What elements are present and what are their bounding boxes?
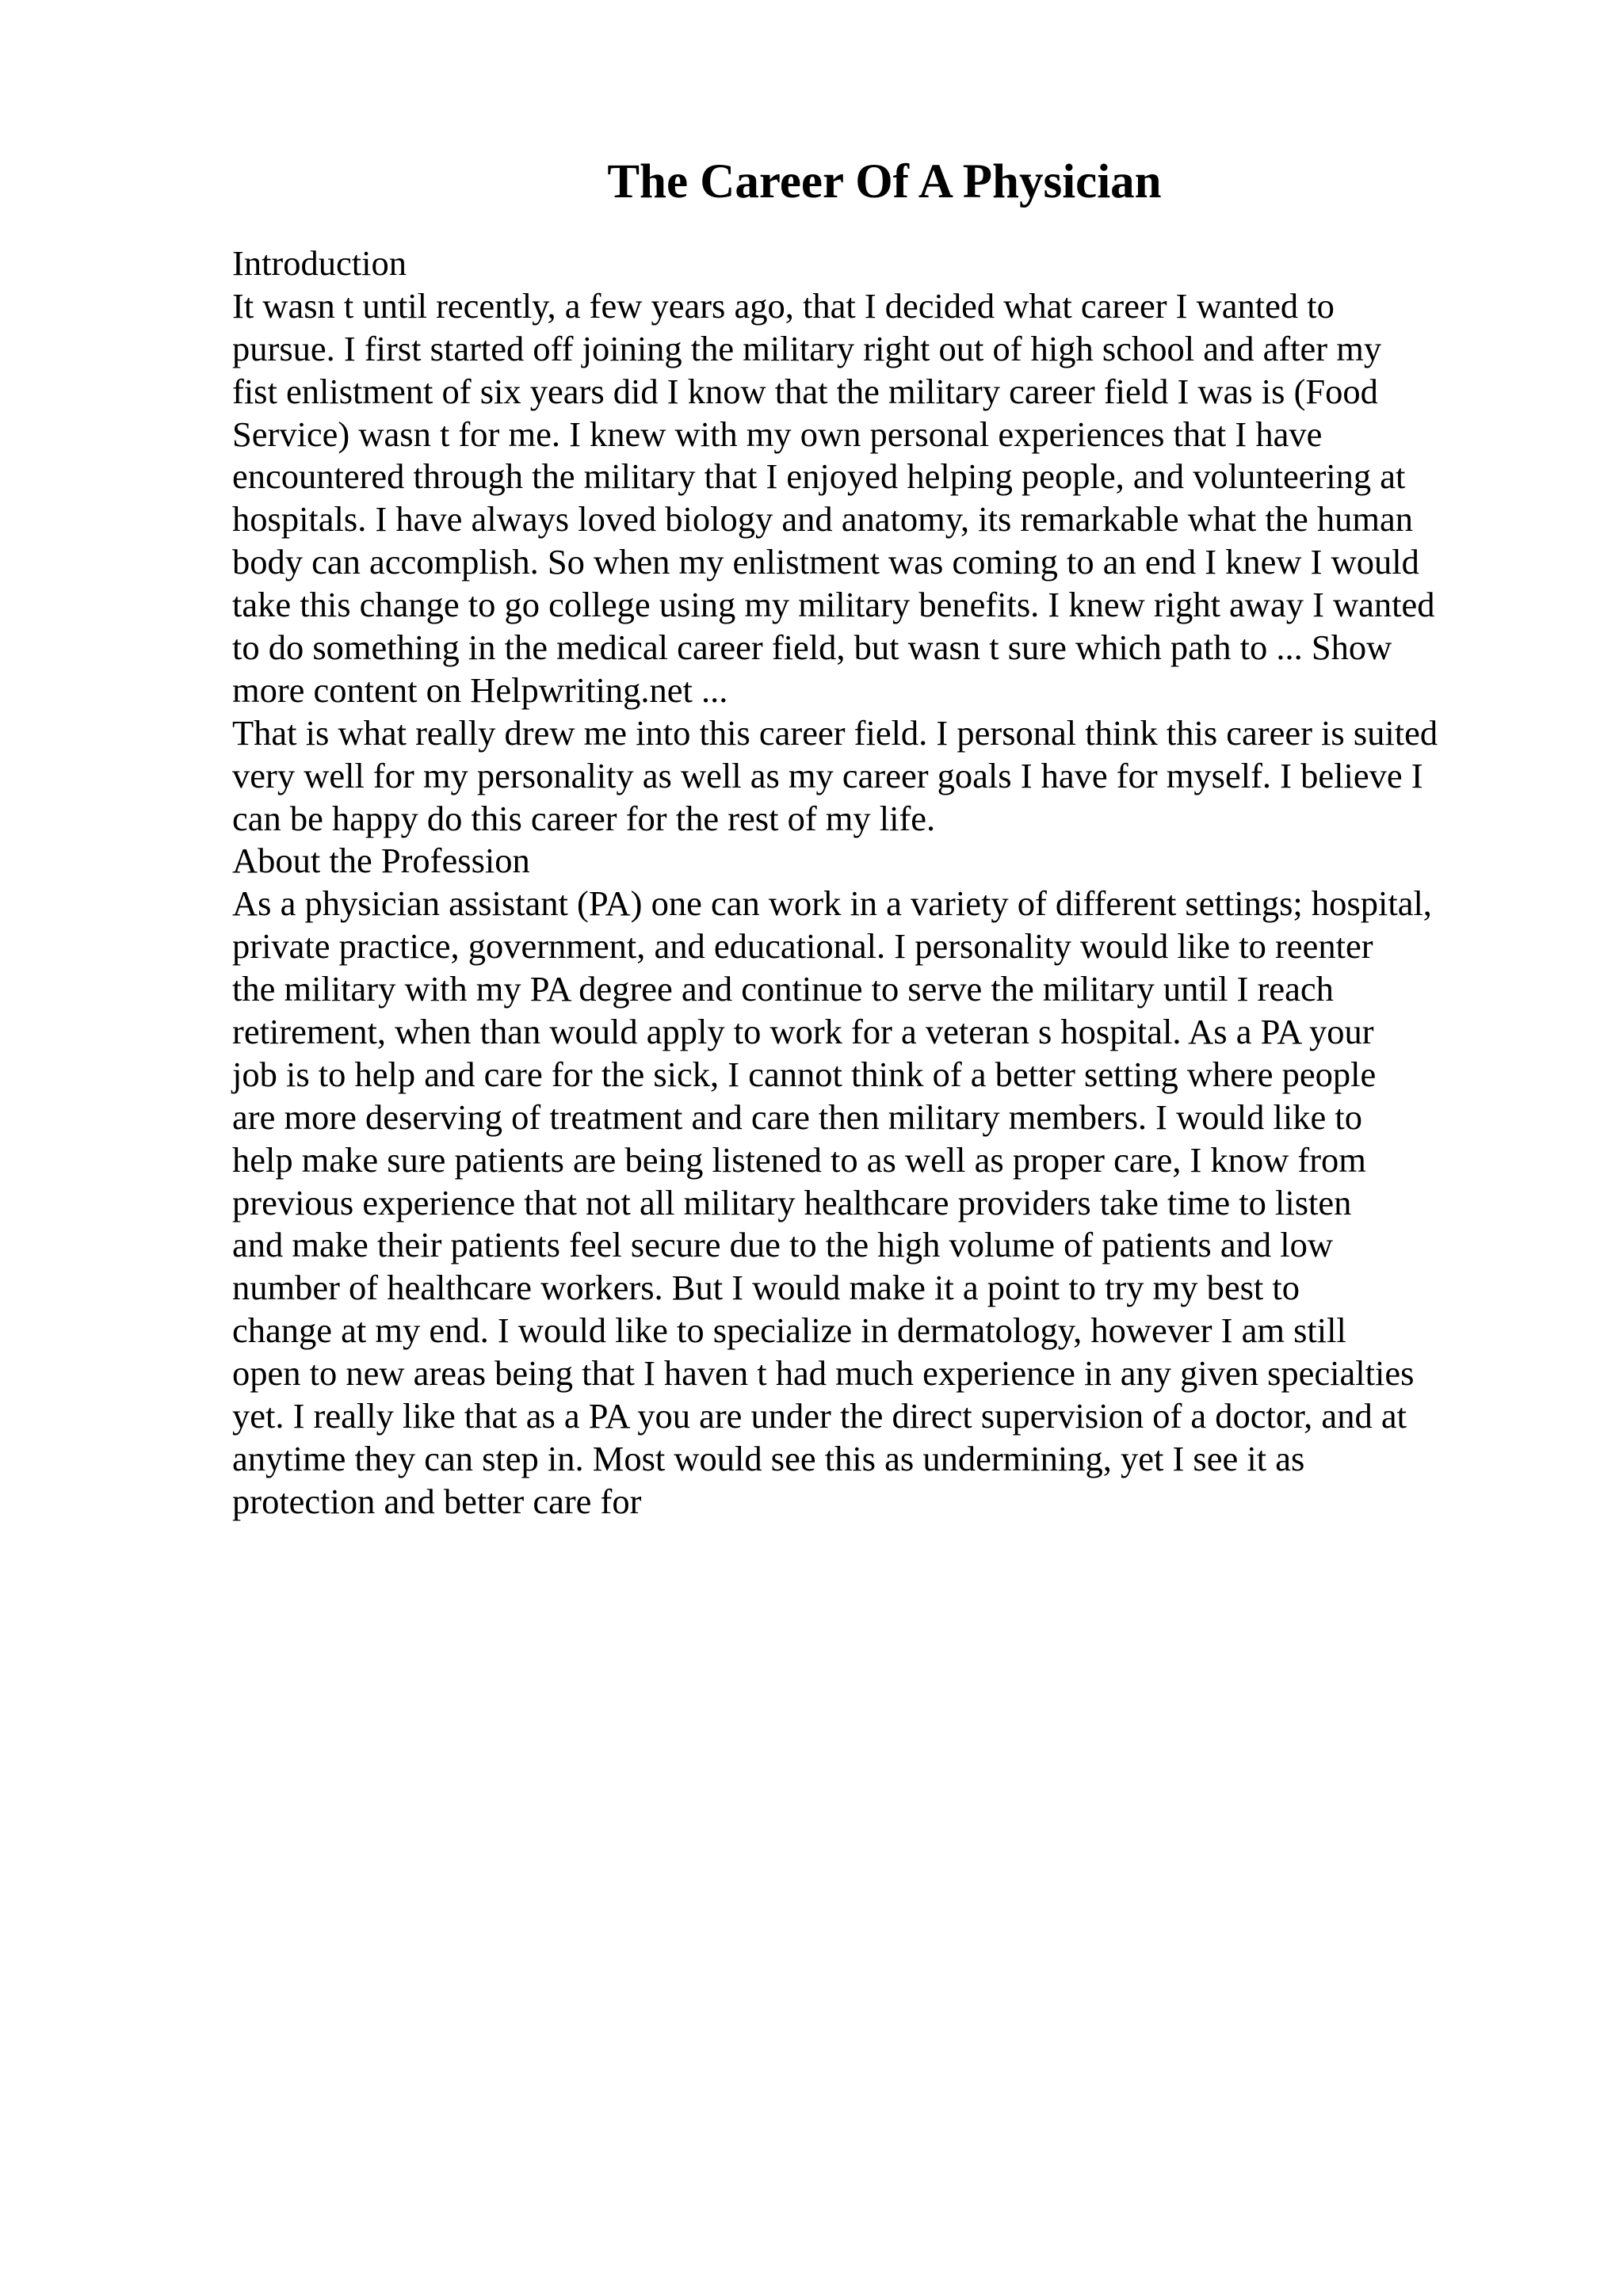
text-line: take this change to go college using my military benefits. I knew right away I wanted	[232, 585, 1435, 625]
text-line: job is to help and care for the sick, I cannot think of a better setting where people	[232, 1054, 1377, 1094]
section-heading-introduction: Introduction	[232, 243, 407, 283]
text-line: As a physician assistant (PA) one can work in a variety of different settings; hospital,	[232, 883, 1432, 924]
text-line: very well for my personality as well as my career goals I have for myself. I believe I	[232, 755, 1423, 795]
text-line: It wasn t until recently, a few years ago, that I decided what career I wanted to	[232, 285, 1335, 326]
text-line: anytime they can step in. Most would see this as undermining, yet I see it as	[232, 1438, 1305, 1478]
text-line: to do something in the medical career field, but wasn t sure which path to ... Show	[232, 627, 1392, 668]
text-line: the military with my PA degree and continue to serve the military until I reach	[232, 969, 1334, 1009]
document-body	[232, 242, 1516, 1524]
text-line: change at my end. I would like to specialize in dermatology, however I am still	[232, 1310, 1346, 1351]
text-line: and make their patients feel secure due to the high volume of patients and low	[232, 1225, 1333, 1265]
text-line: pursue. I first started off joining the military right out of high school and after my	[232, 328, 1382, 368]
section-heading-about-the-profession: About the Profession	[232, 841, 530, 881]
text-line: encountered through the military that I enjoyed helping people, and volunteering at	[232, 456, 1406, 497]
text-line: previous experience that not all military healthcare providers take time to listen	[232, 1182, 1352, 1222]
text-line: open to new areas being that I haven t had much experience in any given specialties	[232, 1353, 1415, 1394]
text-line: yet. I really like that as a PA you are under the direct supervision of a doctor, and at	[232, 1396, 1407, 1436]
text-line: help make sure patients are being listened to as well as proper care, I know from	[232, 1139, 1366, 1180]
text-line: retirement, when than would apply to work for a veteran s hospital. As a PA your	[232, 1012, 1374, 1052]
text-line: number of healthcare workers. But I would make it a point to try my best to	[232, 1268, 1300, 1308]
text-line: protection and better care for	[232, 1481, 642, 1521]
page-title: The Career Of A Physician	[607, 155, 1162, 208]
text-line: That is what really drew me into this career field. I personal think this career is suited	[232, 712, 1438, 753]
text-line: Service) wasn t for me. I knew with my own personal experiences that I have	[232, 414, 1323, 454]
text-line: are more deserving of treatment and care then military members. I would like to	[232, 1097, 1362, 1137]
text-line: fist enlistment of six years did I know that the military career field I was is (Food	[232, 371, 1378, 411]
text-line: more content on Helpwriting.net ...	[232, 669, 728, 710]
text-line: private practice, government, and educational. I personality would like to reenter	[232, 926, 1373, 967]
text-line: can be happy do this career for the rest of my life.	[232, 798, 936, 838]
text-line: body can accomplish. So when my enlistment was coming to an end I knew I would	[232, 542, 1419, 582]
text-line: hospitals. I have always loved biology and anatomy, its remarkable what the human	[232, 499, 1413, 540]
